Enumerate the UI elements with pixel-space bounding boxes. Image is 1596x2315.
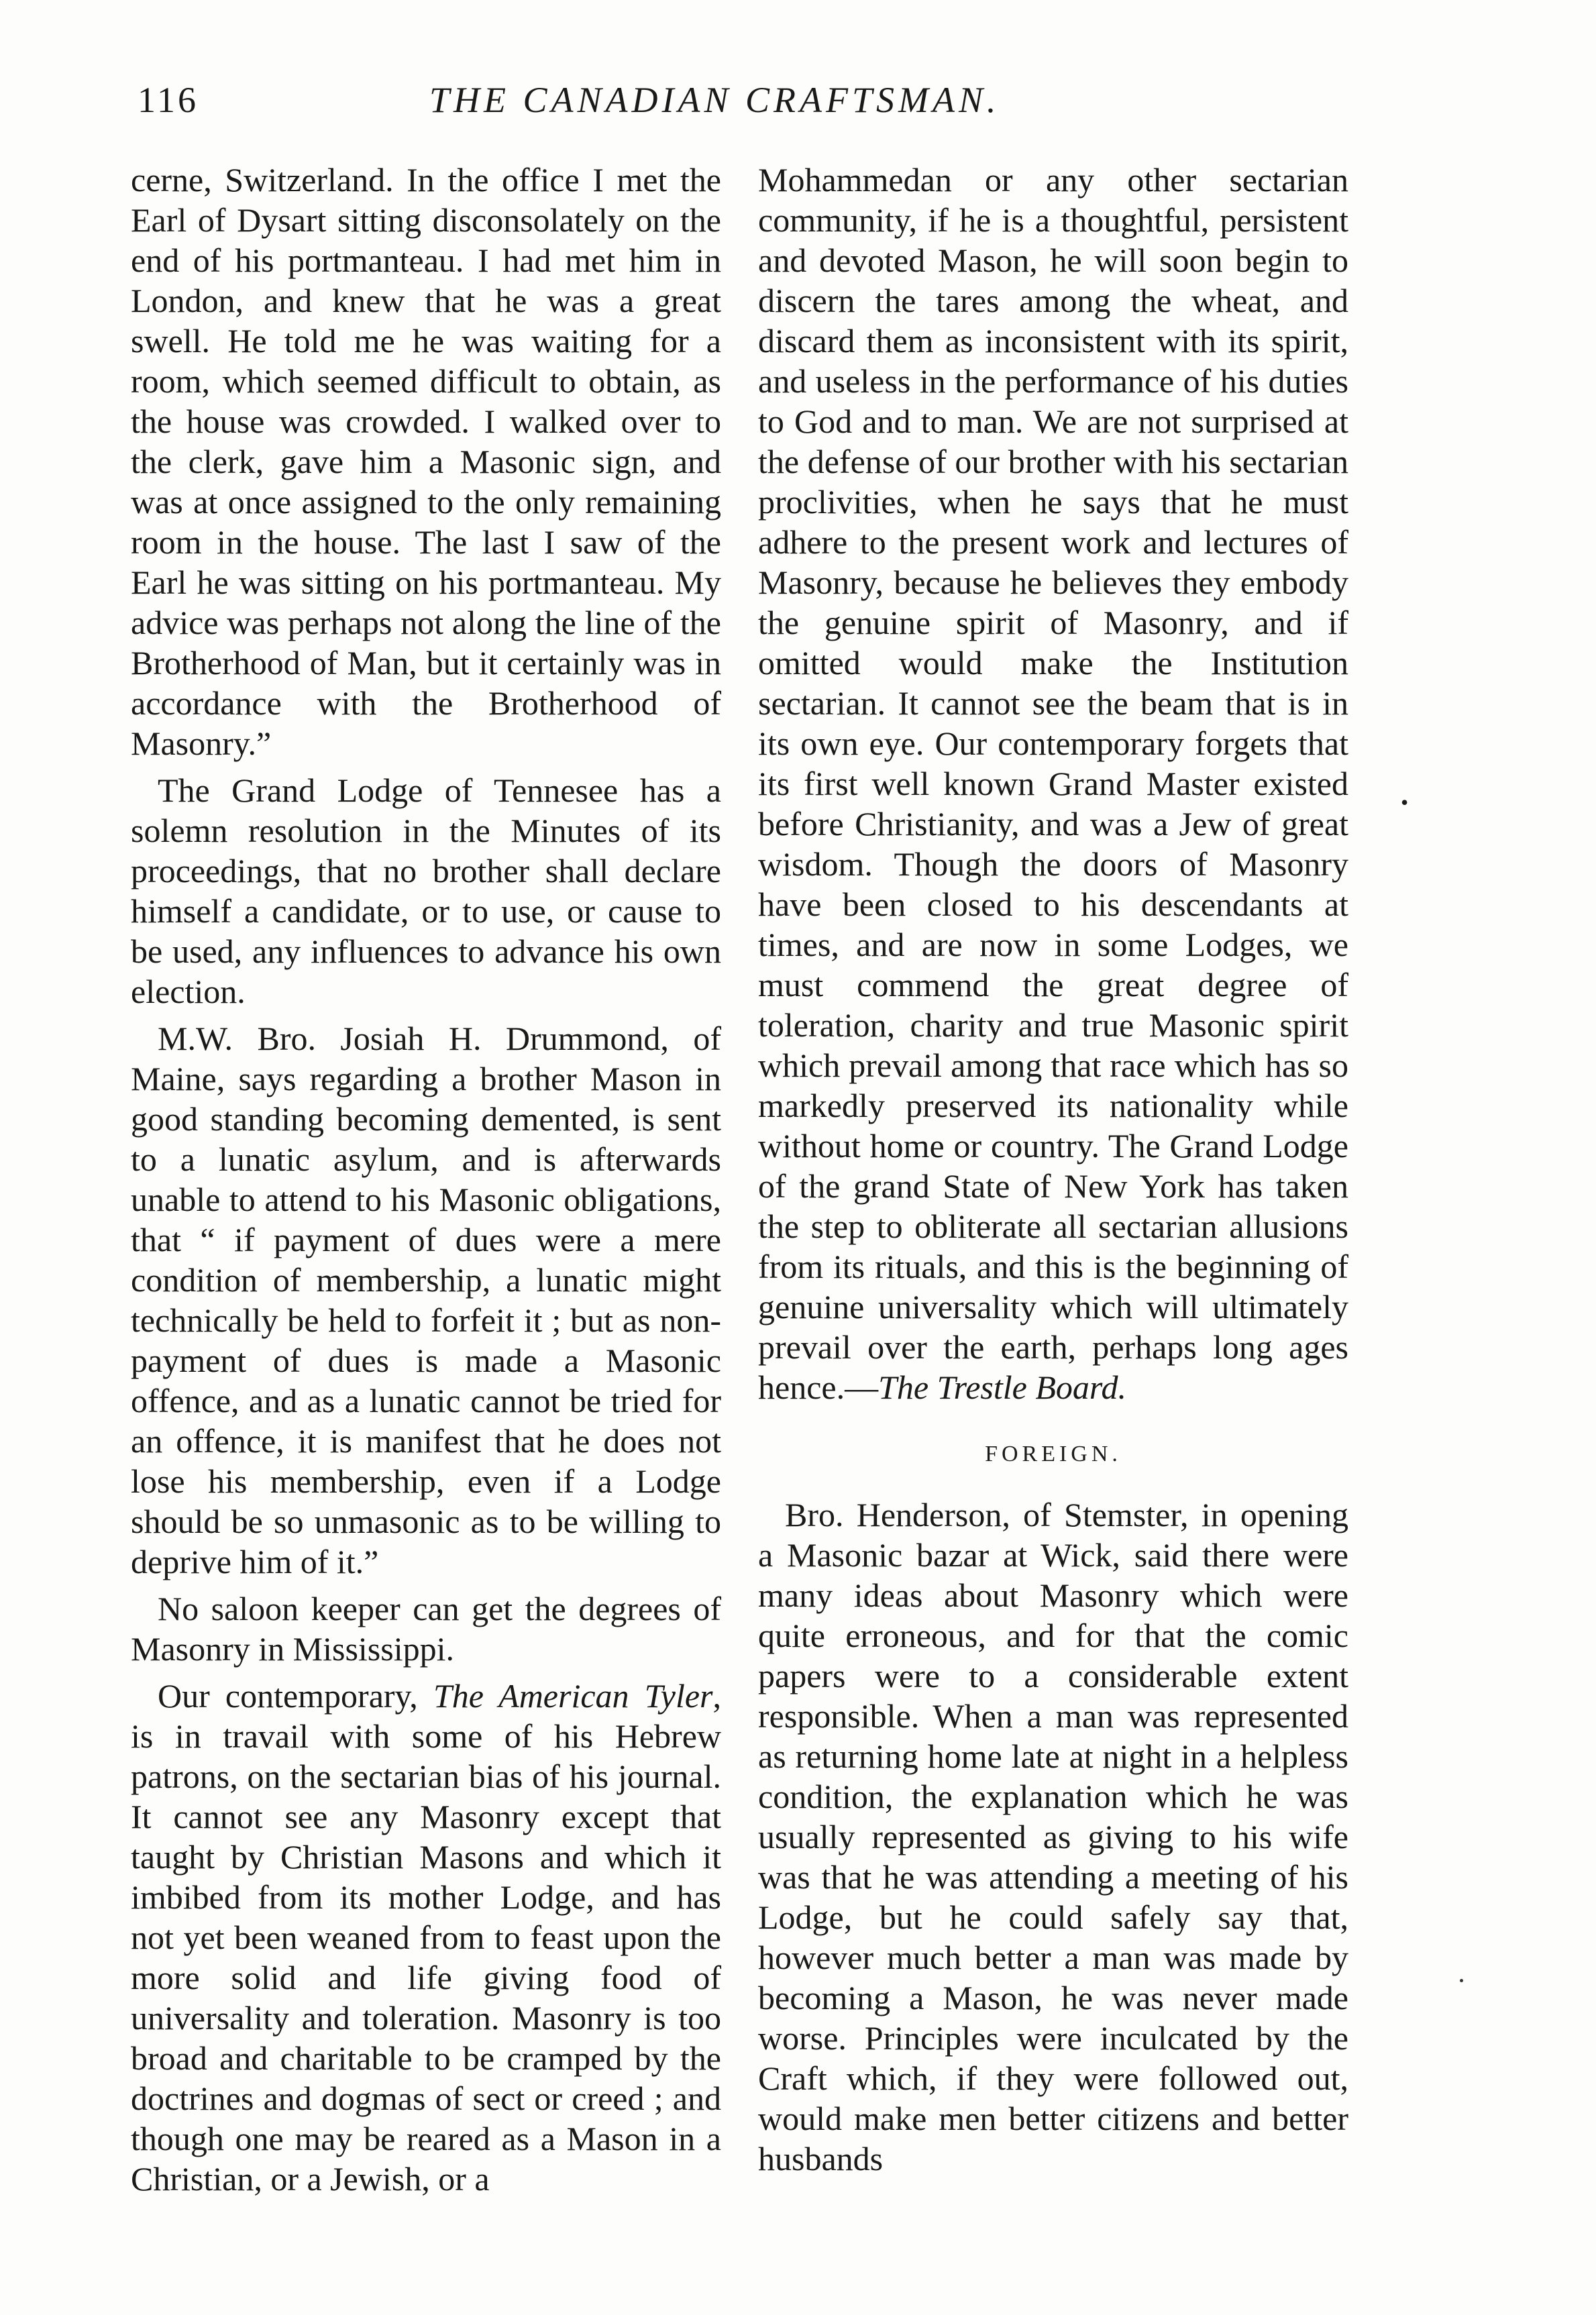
running-title: THE CANADIAN CRAFTSMAN. [429,80,1000,120]
paragraph-saloon: No saloon keeper can get the degrees of Masonry in Mississippi. [131,1590,721,1668]
paragraph-text: Our contemporary, [158,1677,433,1715]
paragraph-continued: cerne, Switzerland. In the office I met the Earl of Dysart sitting disconsolately on the end of his portmanteau. I had met him in London, and knew that he was a great swell. He told me he was waiting for a room, which seemed difficult to obtain, as the house was crowded. I walked over to the clerk, gave him a Masonic sign, and was at once assigned to the only remaining room in the house. The last I saw of the Earl he was sitting on his portmanteau. My advice was perhaps not along the line of the Brotherhood of Man, but it certainly was in accordance with the Brotherhood of Masonry.” [131,161,721,762]
page-number: 116 [138,80,199,120]
paragraph-tennessee: The Grand Lodge of Tennesee has a solemn resolution in the Minutes of its proceedings, that no brother shall declare himself a candidate, or to use, or cause to be used, any influences to advance his own election. [131,771,721,1010]
section-heading: FOREIGN. [985,1442,1122,1466]
paragraph-text: , is in travail with some of his Hebrew patrons, on the sectarian bias of his journal. It cannot see any Masonry except that taught by Christian Masons and which it imbibed from its mother Lodge, and has not yet been weaned from to feast upon the more solid and life giving food of universality and toleration. Masonry is too broad and charitable to be cramped by the doctrines and dogmas of sect or creed ; and though one may be reared as a Mason in a Christian, or a Jewish, or a [131,1677,721,2198]
margin-mark: • [1401,790,1409,814]
page-header [0,79,1596,133]
paragraph-american-tyler [131,1676,721,2199]
publication-title: The American Tyler [433,1677,713,1715]
left-column [131,160,721,2206]
stray-mark [1460,1979,1463,1982]
paragraph-drummond: M.W. Bro. Josiah H. Drummond, of Maine, says regarding a brother Mason in good standing becoming demented, is sent to a lunatic asylum, and is afterwards unable to attend to his Masonic obligations, that “ if payment of dues were a mere condition of membership, a lunatic might technically be held to forfeit it ; but as non-payment of dues is made a Masonic offence, and as a lunatic cannot be tried for an offence, it is manifest that he does not lose his membership, even if a Lodge should be so unmasonic as to be willing to deprive him of it.” [131,1020,721,1580]
paragraph-continued [758,160,1348,1407]
source-citation: The Trestle Board. [878,1368,1126,1406]
right-column [758,160,1348,2186]
paragraph-text: Mohammedan or any other sectarian community, if he is a thoughtful, persistent and devoted Mason, he will soon begin to discern the tares among the wheat, and discard them as inconsistent with its spirit, and useless in the performance of his duties to God and to man. We are not surprised at the defense of our brother with his sectarian proclivities, when he says that he must adhere to the present work and lectures of Masonry, because he believes they embody the genuine spirit of Masonry, and if omitted would make the Institution sectarian. It cannot see the beam that is in its own eye. Our contemporary forgets that its first well known Grand Master existed before Christianity, and was a Jew of great wisdom. Though the doors of Masonry have been closed to his descendants at times, and are now in some Lodges, we must commend the great degree of toleration, charity and true Masonic spirit which prevail among that race which has so markedly preserved its nationality while without home or country. The Grand Lodge of the grand State of New York has taken the step to obliterate all sectarian allusions from its rituals, and this is the beginning of genuine universality which will ultimately prevail over the earth, perhaps long ages hence.— [758,161,1348,1406]
paragraph-henderson: Bro. Henderson, of Stemster, in opening a Masonic bazar at Wick, said there were many ideas about Masonry which were quite erroneous, and for that the comic papers were to a considerable extent responsible. When a man was represented as returning home late at night in a helpless condition, the explanation which he was usually represented as giving to his wife was that he was attending a meeting of his Lodge, but he could safely say that, however much better a man was made by becoming a Mason, he was never made worse. Principles were inculcated by the Craft which, if they were followed out, would make men better citizens and better husbands [758,1496,1348,2177]
